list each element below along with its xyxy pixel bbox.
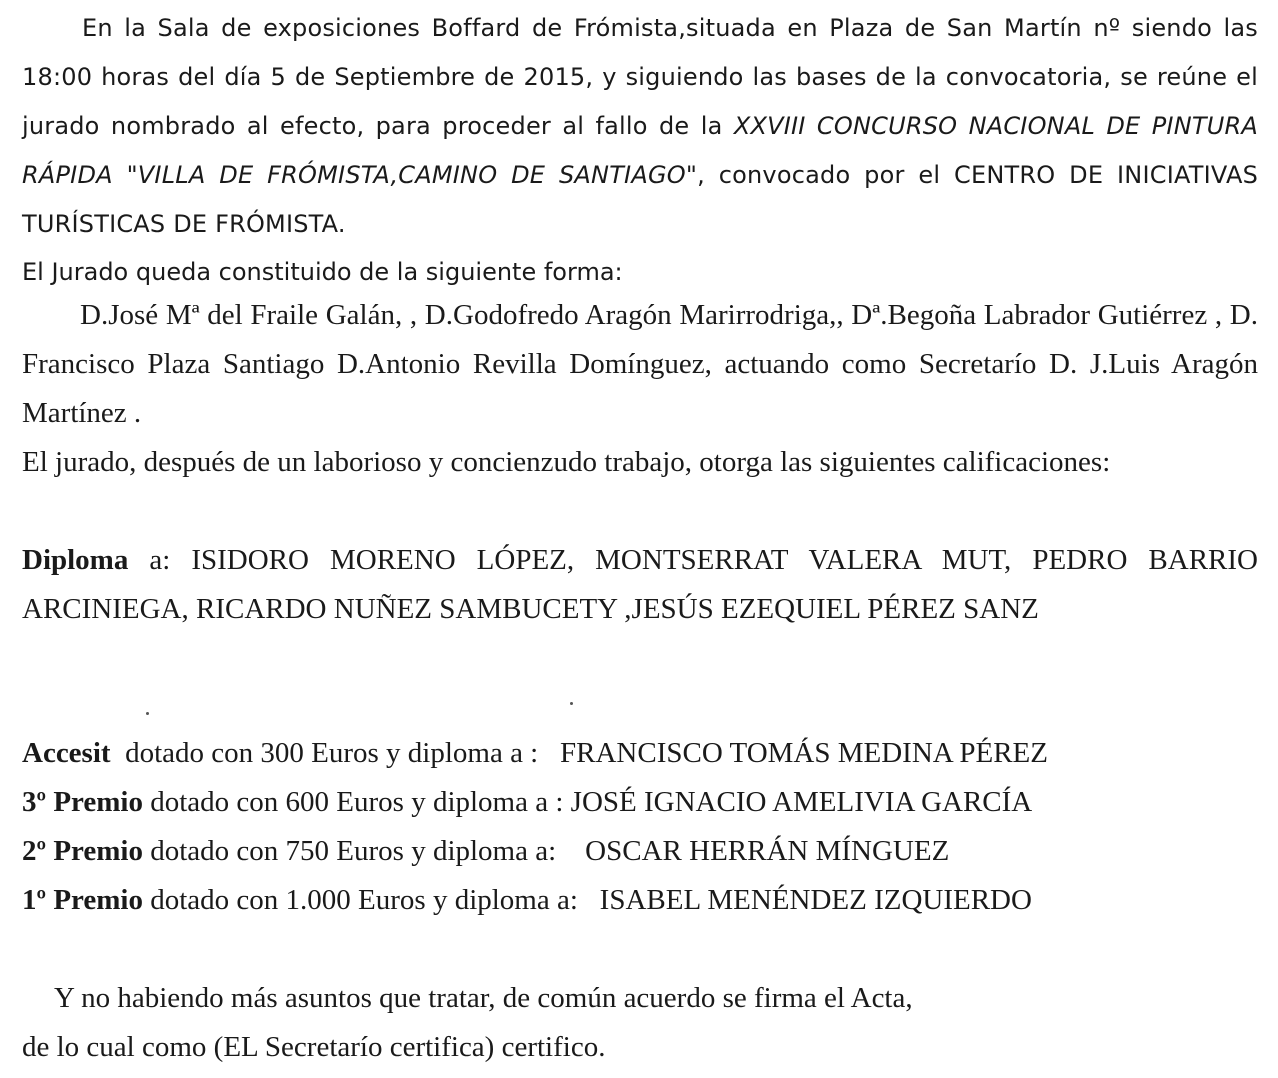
prize-list [22,729,1048,925]
closing-paragraph [22,974,913,1072]
diploma-paragraph [22,536,1258,634]
contest-name: XXVIII CONCURSO NACIONAL DE PINTURA RÁPIDA "VILLA DE FRÓMISTA,CAMINO DE SANTIAGO" [22,112,1258,189]
prize-row-third [22,778,1048,827]
prize-label: 1º Premio [22,884,143,916]
indent-spacer [22,14,82,42]
intro-text-part1: En la Sala de exposiciones Boffard de Frómista,situada en Plaza de San Martín nº siendo las 18:00 horas del día 5 de Septiembre de 2015, y siguiendo las bases de la convocatoria, se reúne el jurado nombrado al efecto, para proceder al fallo de la [22,14,1258,140]
scan-speck [570,702,573,705]
prize-label: 2º Premio [22,835,143,867]
prize-winner: OSCAR HERRÁN MÍNGUEZ [585,835,950,867]
scan-speck [146,712,149,715]
closing-line-1: Y no habiendo más asuntos que tratar, de común acuerdo se firma el Acta, [54,982,913,1014]
jury-intro: El Jurado queda constituido de la siguiente forma: [22,258,623,286]
prize-label: Accesit [22,737,111,769]
indent-spacer [22,299,80,331]
diploma-label: Diploma [22,544,129,576]
diploma-recipients: a: ISIDORO MORENO LÓPEZ, MONTSERRAT VALERA MUT, PEDRO BARRIO ARCINIEGA, RICARDO NUÑEZ SAMBUCETY ,JESÚS EZEQUIEL PÉREZ SANZ [22,544,1258,625]
jury-members-text: D.José Mª del Fraile Galán, , D.Godofredo Aragón Marirrodriga,, Dª.Begoña Labrador Gutiérrez , D. Francisco Plaza Santiago D.Antonio Revilla Domínguez, actuando como Secretarío D. J.Luis Aragón Martínez . [22,299,1258,429]
prize-row-first [22,876,1048,925]
prize-description: dotado con 600 Euros y diploma a : [142,786,571,818]
prize-winner: FRANCISCO TOMÁS MEDINA PÉREZ [560,737,1048,769]
intro-text-part2: , convocado por el CENTRO DE INICIATIVAS TURÍSTICAS DE FRÓMISTA. [22,161,1259,238]
prize-row-second [22,827,1048,876]
jury-members-paragraph [22,291,1258,438]
prize-winner: JOSÉ IGNACIO AMELIVIA GARCÍA [570,786,1033,818]
closing-line-2: de lo cual como (EL Secretarío certifica) certifico. [22,1031,606,1063]
prize-description: dotado con 750 Euros y diploma a: [142,835,586,867]
prize-description: dotado con 300 Euros y diploma a : [110,737,560,769]
prize-winner: ISABEL MENÉNDEZ IZQUIERDO [599,884,1032,916]
prize-description: dotado con 1.000 Euros y diploma a: [142,884,600,916]
verdict-paragraph: El jurado, después de un laborioso y concienzudo trabajo, otorga las siguientes calificaciones: [22,446,1111,478]
intro-paragraph [22,4,1258,249]
prize-label: 3º Premio [22,786,143,818]
prize-row-accesit [22,729,1048,778]
